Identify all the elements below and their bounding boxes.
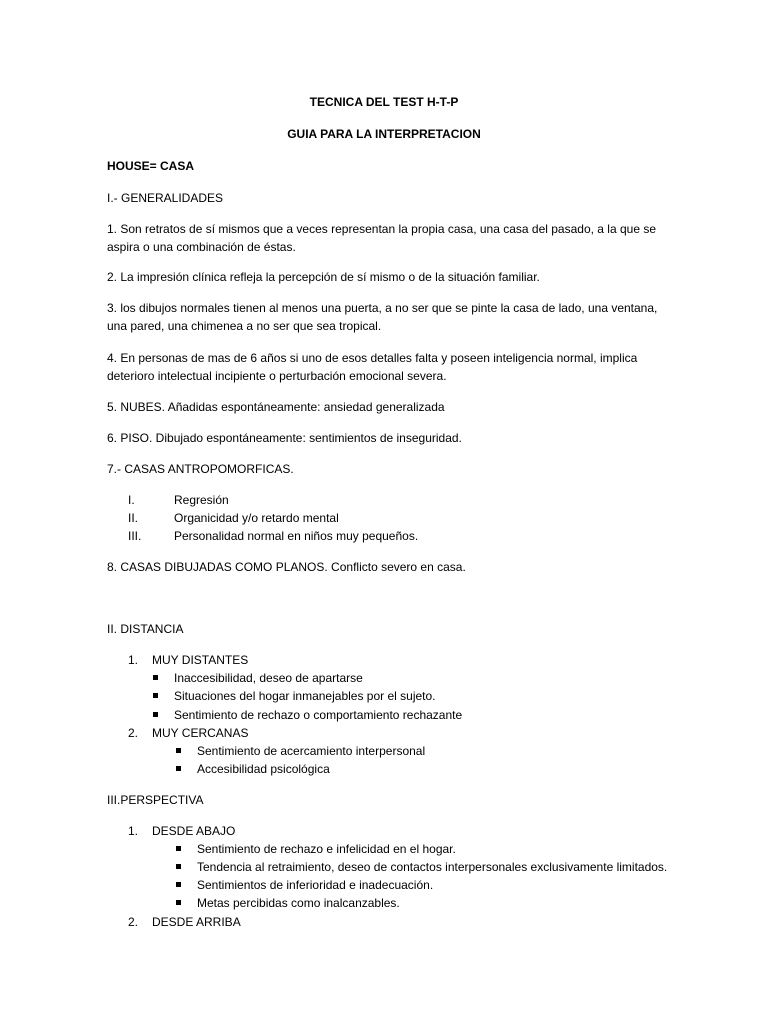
square-bullet-icon: [176, 748, 181, 753]
list-marker: III.: [128, 529, 142, 543]
bullet-item: [153, 669, 673, 687]
list-item-text: DESDE ARRIBA: [152, 915, 241, 929]
square-bullet-icon: [153, 693, 158, 698]
bullet-item: [176, 858, 696, 876]
square-bullet-icon: [153, 675, 158, 680]
bullet-text: Sentimientos de inferioridad e inadecuación.: [197, 878, 434, 892]
list-item: [128, 491, 528, 509]
list-item: [128, 651, 688, 669]
section-distancia-heading: II. DISTANCIA: [107, 622, 184, 636]
square-bullet-icon: [176, 864, 181, 869]
document-subtitle: GUIA PARA LA INTERPRETACION: [287, 127, 481, 141]
paragraph-1: 1. Son retratos de sí mismos que a veces representan la propia casa, una casa del pasado, a la que se aspira o una combinación de éstas.: [107, 222, 656, 254]
list-item: [128, 509, 528, 527]
bullet-text: Metas percibidas como inalcanzables.: [197, 896, 400, 910]
bullet-item: [176, 742, 696, 760]
list-item-text: Organicidad y/o retardo mental: [174, 511, 339, 525]
square-bullet-icon: [176, 900, 181, 905]
house-heading: HOUSE= CASA: [107, 159, 195, 173]
bullet-item: [176, 760, 696, 778]
list-marker: I.: [128, 493, 135, 507]
document-title: TECNICA DEL TEST H-T-P: [309, 95, 459, 109]
bullet-text: Situaciones del hogar inmanejables por el sujeto.: [174, 689, 436, 703]
list-item-text: MUY CERCANAS: [152, 726, 249, 740]
section-generalidades-heading: I.- GENERALIDADES: [107, 191, 224, 205]
list-marker: 1.: [128, 653, 139, 667]
paragraph-6: 6. PISO. Dibujado espontáneamente: sentimientos de inseguridad.: [107, 431, 462, 445]
square-bullet-icon: [176, 846, 181, 851]
list-marker: II.: [128, 511, 139, 525]
list-item: [128, 527, 528, 545]
bullet-item: [153, 687, 673, 705]
square-bullet-icon: [153, 712, 158, 717]
bullet-text: Sentimiento de rechazo o comportamiento rechazante: [174, 708, 463, 722]
list-item-text: MUY DISTANTES: [152, 653, 249, 667]
roman-list: [128, 491, 528, 545]
bullet-text: Sentimiento de acercamiento interpersonal: [197, 744, 426, 758]
list-marker: 2.: [128, 726, 139, 740]
list-marker: 1.: [128, 824, 139, 838]
bullet-item: [176, 876, 696, 894]
list-item-text: Regresión: [174, 493, 229, 507]
paragraph-4: 4. En personas de mas de 6 años si uno de esos detalles falta y poseen inteligencia normal, implica deterioro intelectual incipiente o perturbación emocional severa.: [107, 351, 638, 383]
paragraph-8: 8. CASAS DIBUJADAS COMO PLANOS. Conflicto severo en casa.: [107, 560, 466, 574]
square-bullet-icon: [176, 766, 181, 771]
list-item: [128, 724, 688, 742]
bullet-text: Tendencia al retraimiento, deseo de contactos interpersonales exclusivamente limitados.: [197, 860, 668, 874]
bullet-item: [176, 840, 696, 858]
bullet-text: Inaccesibilidad, deseo de apartarse: [174, 671, 363, 685]
bullet-item: [176, 894, 696, 912]
paragraph-2: 2. La impresión clínica refleja la percepción de sí mismo o de la situación familiar.: [107, 270, 540, 284]
paragraph-3: 3. los dibujos normales tienen al menos una puerta, a no ser que se pinte la casa de lado, una ventana, una pared, una chimenea a no ser que sea tropical.: [107, 301, 658, 333]
bullet-text: Accesibilidad psicológica: [197, 762, 330, 776]
list-marker: 2.: [128, 915, 139, 929]
bullet-item: [153, 706, 673, 724]
section-perspectiva-heading: III.PERSPECTIVA: [107, 793, 204, 807]
list-item-text: DESDE ABAJO: [152, 824, 236, 838]
paragraph-7: 7.- CASAS ANTROPOMORFICAS.: [107, 462, 294, 476]
list-item: [128, 822, 688, 840]
list-item-text: Personalidad normal en niños muy pequeños.: [174, 529, 419, 543]
paragraph-5: 5. NUBES. Añadidas espontáneamente: ansiedad generalizada: [107, 400, 445, 414]
bullet-text: Sentimiento de rechazo e infelicidad en el hogar.: [197, 842, 456, 856]
square-bullet-icon: [176, 882, 181, 887]
list-item: [128, 913, 688, 931]
